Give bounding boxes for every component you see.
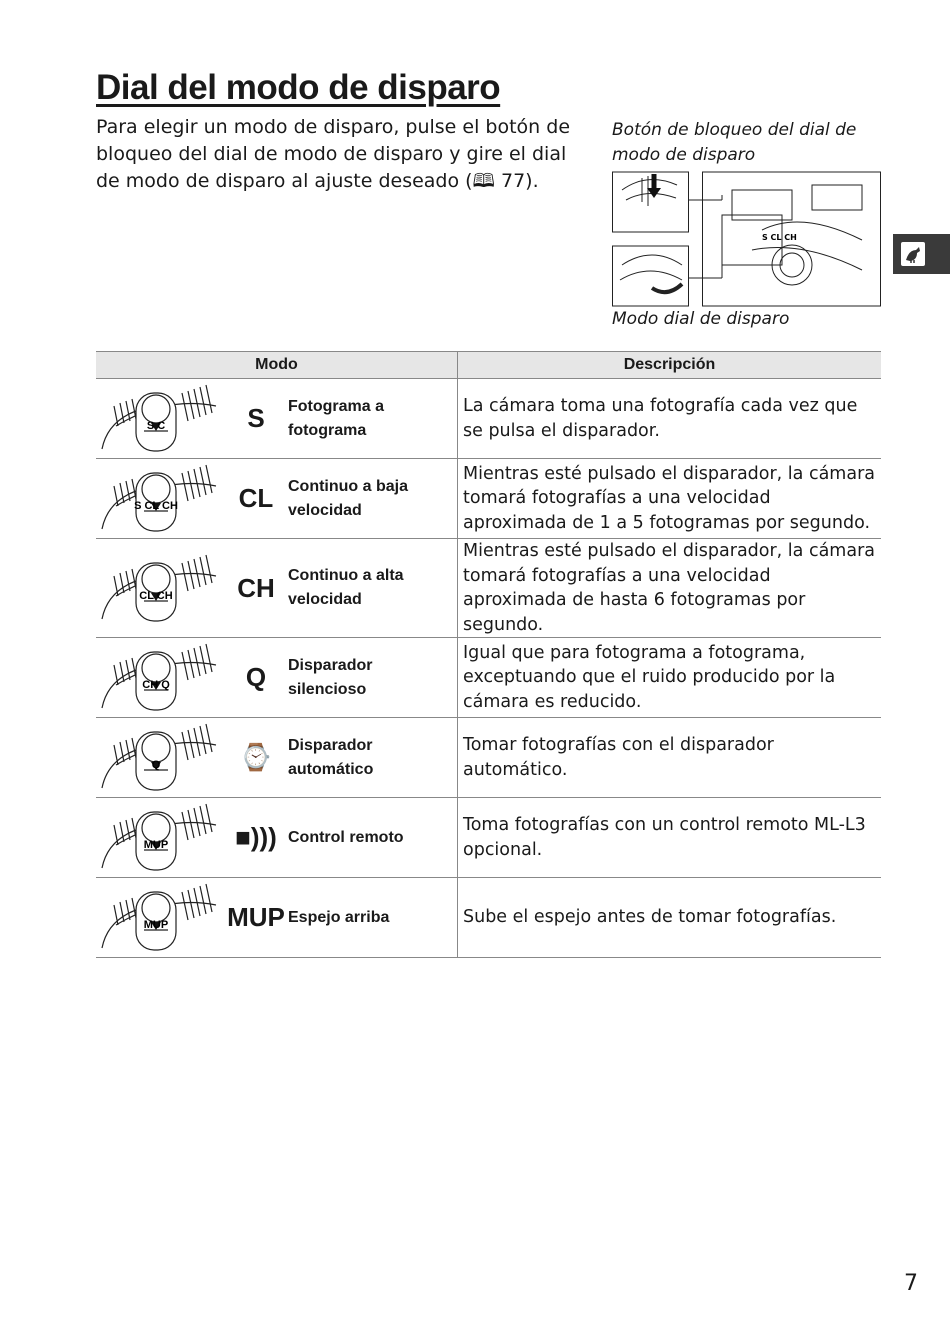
dial-thumbnail [96,381,224,456]
dial-label: CH Q [142,679,170,691]
caption-dial: Modo dial de disparo [612,309,790,329]
mode-symbol: ⌚ [239,742,273,772]
mode-name: Disparador automático [288,736,374,778]
mode-symbol: Q [245,662,267,692]
mode-symbol: S [247,403,265,433]
mode-description: Sube el espejo antes de tomar fotografías. [458,878,882,958]
table-row [96,878,881,958]
dial-thumbnail [96,800,224,875]
mode-description: La cámara toma una fotografía cada vez que se pulsa el disparador. [458,379,882,459]
table-row [96,539,881,638]
mode-symbol: ■))) [235,822,277,852]
mode-cell [96,539,458,638]
mode-cell [96,878,458,958]
table-row [96,638,881,718]
mode-description: Mientras esté pulsado el disparador, la cámara tomará fotografías a una velocidad aproximada de 1 a 5 fotogramas por segundo. [458,459,882,539]
mode-symbol: CL [238,483,274,513]
dial-thumbnail [96,880,224,955]
dial-thumbnail [96,640,224,715]
table-row [96,379,881,459]
page-number: 7 [904,1271,918,1296]
dial-label: Q [151,759,161,771]
mode-cell [96,638,458,718]
mode-cell [96,379,458,459]
table-row [96,718,881,798]
chapter-tab [893,234,950,274]
mode-name: Espejo arriba [288,908,390,926]
dial-label: S C [146,420,166,432]
caption-lock-button: Botón de bloqueo del dial de modo de disparo [612,120,857,165]
mode-description: Igual que para fotograma a fotograma, exceptuando que el ruido producido por la cámara es reducido. [458,638,882,718]
mode-description: Tomar fotografías con el disparador automático. [458,718,882,798]
mode-name: Control remoto [288,828,404,846]
dial-thumbnail [96,551,224,626]
mode-table [96,351,881,958]
mode-symbol: CH [237,572,275,603]
camera-dial-illustration [612,170,882,308]
mode-name: Fotograma a fotograma [288,397,385,439]
mode-name: Continuo a alta velocidad [288,567,404,608]
dial-thumbnail [96,720,224,795]
dial-label: S CL CH [134,500,178,512]
mode-name: Continuo a baja velocidad [288,477,408,519]
table-row [96,459,881,539]
mode-cell [96,798,458,878]
mode-cell [96,459,458,539]
intro-paragraph: Para elegir un modo de disparo, pulse el botón de bloqueo del dial de modo de disparo y gire el dial de modo de disparo al ajuste deseado (🕮 77). [96,116,571,192]
mode-description: Mientras esté pulsado el disparador, la cámara tomará fotografías a una velocidad aproximada de hasta 6 fotogramas por segundo. [458,539,882,638]
mode-symbol: MUP [227,902,285,932]
header-mode: Modo [96,352,458,379]
svg-text:S CL CH: S CL CH [762,233,797,242]
dial-thumbnail [96,461,224,536]
mode-cell [96,718,458,798]
dial-label: CL CH [139,589,173,602]
dial-label: MUP [143,919,169,931]
table-row [96,798,881,878]
page-title: Dial del modo de disparo [96,68,501,107]
dial-label: MUP [143,839,169,851]
mode-name: Disparador silencioso [288,656,373,698]
rooster-icon [901,242,925,266]
mode-description: Toma fotografías con un control remoto ML-L3 opcional. [458,798,882,878]
header-description: Descripción [458,352,882,379]
